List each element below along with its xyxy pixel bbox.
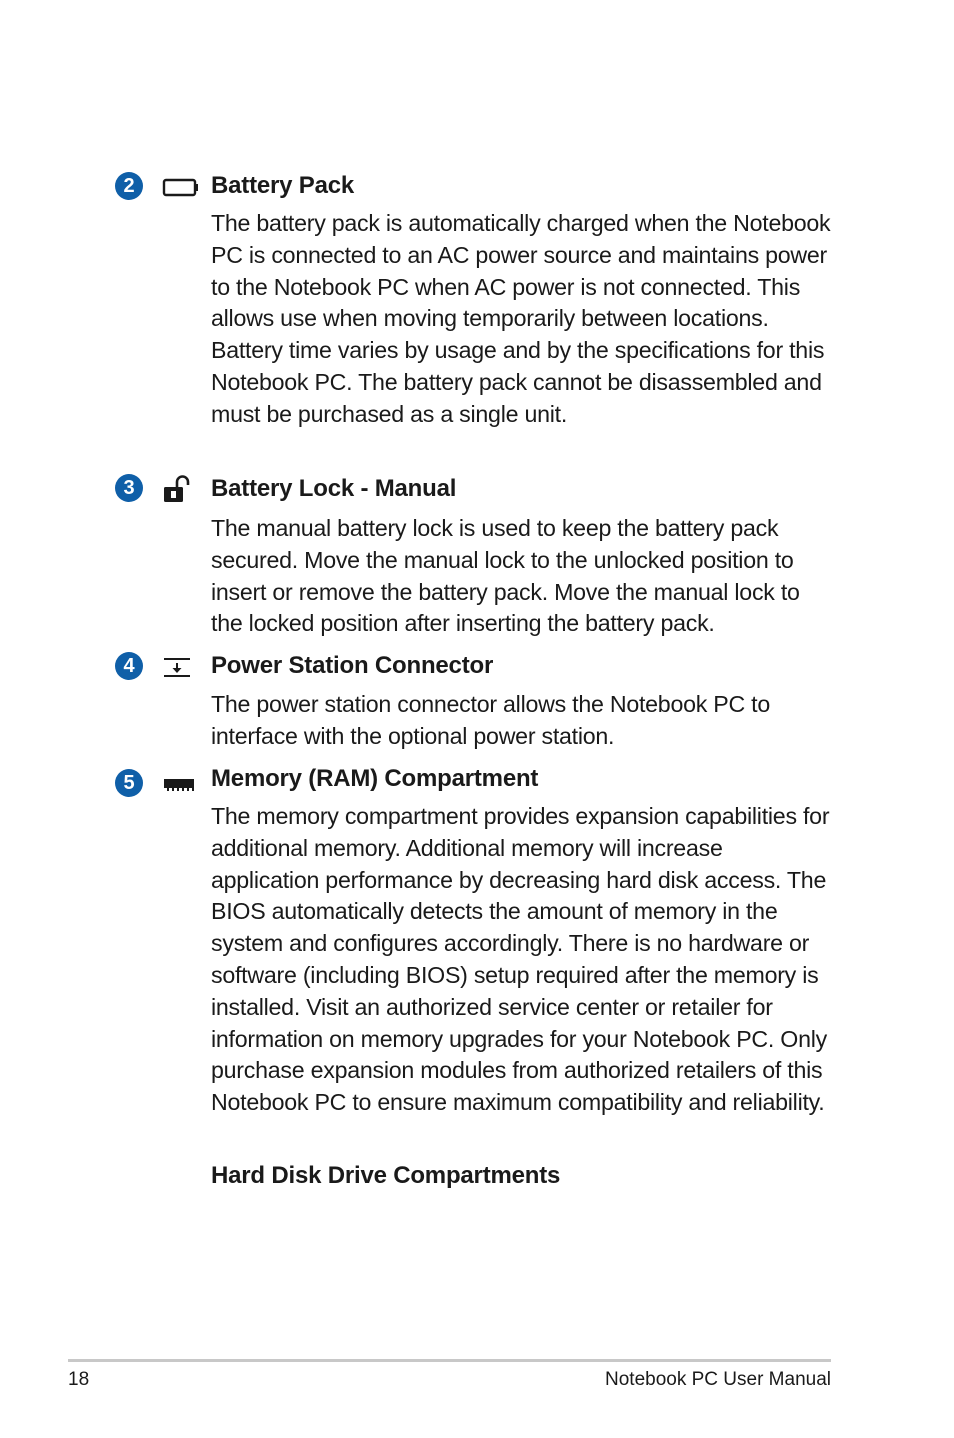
power-station-connector-heading: Power Station Connector [211, 652, 494, 679]
number-badge-3: 3 [115, 474, 143, 502]
page-number: 18 [68, 1369, 90, 1390]
battery-icon [162, 172, 198, 200]
battery-lock-description: The manual battery lock is used to keep the battery pack secured. Move the manual lock to the unlocked position to insert or remove the battery pack. Move the manual lock to the locked position after inserting the battery pack. [211, 515, 800, 637]
memory-compartment-heading: Memory (RAM) Compartment [211, 765, 539, 792]
battery-lock-heading: Battery Lock - Manual [211, 475, 457, 502]
unlocked-padlock-icon [162, 474, 198, 502]
battery-pack-heading: Battery Pack [211, 172, 355, 199]
memory-compartment-description: The memory compartment provides expansion capabilities for additional memory. Additional memory will increase application performance by decreasing hard disk access. The BIOS automatically detects the amount of memory in the system and configures accordingly. There is no hardware or software (including BIOS) setup required after the memory is installed. Visit an authorized service center or retailer for information on memory upgrades for your Notebook PC. Only purchase expansion modules from authorized retailers of this Notebook PC to ensure maximum compatibility and reliability. [211, 803, 830, 1116]
number-badge-4: 4 [115, 652, 143, 680]
memory-module-icon [162, 766, 198, 794]
number-badge-2: 2 [115, 172, 143, 200]
manual-title: Notebook PC User Manual [605, 1369, 831, 1390]
footer-divider [68, 1359, 831, 1362]
hard-disk-drive-compartments-heading: Hard Disk Drive Compartments [211, 1162, 561, 1189]
number-badge-5: 5 [115, 769, 143, 797]
power-station-connector-description: The power station connector allows the Notebook PC to interface with the optional power station. [211, 691, 771, 749]
power-station-connector-icon [162, 653, 198, 681]
battery-pack-description: The battery pack is automatically charged when the Notebook PC is connected to an AC power source and maintains power to the Notebook PC when AC power is not connected. This allows use when moving temporarily between locations. Battery time varies by usage and by the specifications for this Notebook PC. The battery pack cannot be disassembled and must be purchased as a single unit. [211, 210, 831, 427]
